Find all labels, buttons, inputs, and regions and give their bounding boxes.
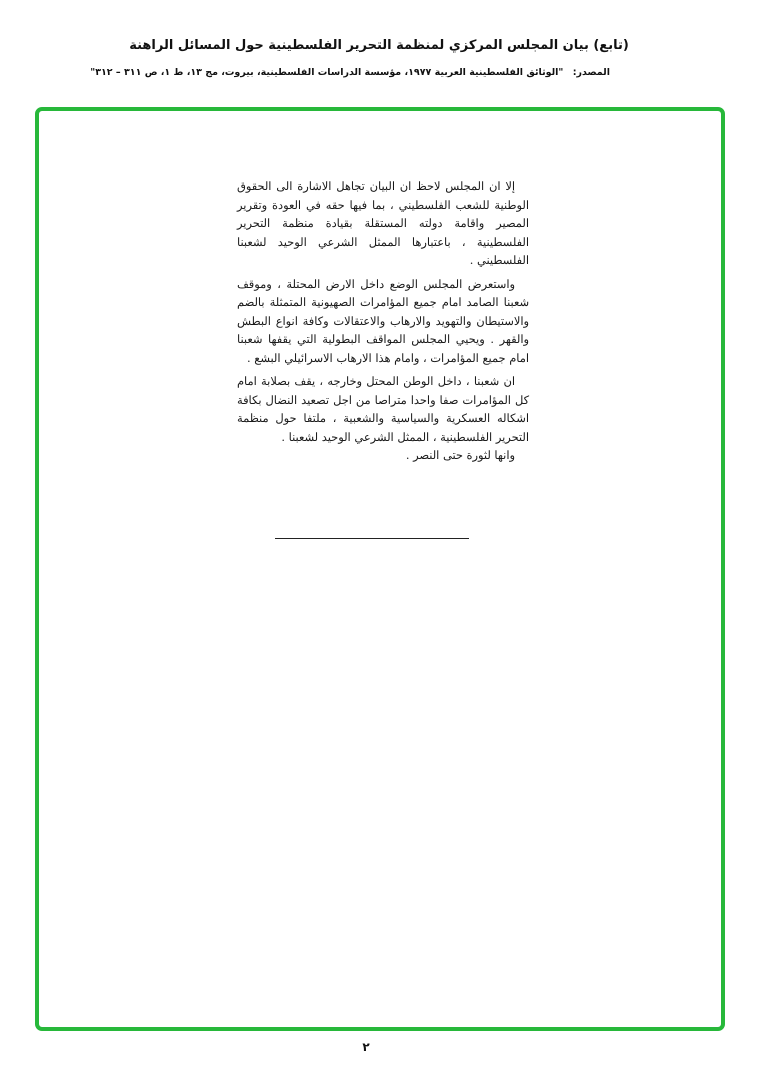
- page-title: (تابع) بيان المجلس المركزي لمنظمة التحرير الفلسطينية حول المسائل الراهنة: [129, 38, 629, 53]
- source-citation: [20, 64, 610, 82]
- content-frame: [35, 107, 725, 1031]
- source-text: "الوثائق الفلسطينية العربية ١٩٧٧، مؤسسة الدراسات الفلسطينية، بيروت، مج ١٣، ط ١، ص ٣١١ – ٣١٢": [90, 67, 564, 78]
- document-body: [237, 177, 529, 470]
- paragraph-1: إلا ان المجلس لاحظ ان البيان تجاهل الاشارة الى الحقوق الوطنية للشعب الفلسطيني ، بما فيها حقه في العودة وتقرير المصير واقامة دولته المستقلة بقيادة منظمة التحرير الفلسطينية ، باعتبارها الممثل الشرعي الوحيد لشعبنا الفلسطيني .: [237, 179, 529, 267]
- end-divider: [275, 538, 469, 539]
- paragraph-2: واستعرض المجلس الوضع داخل الارض المحتلة ، وموقف شعبنا الصامد امام جميع المؤامرات الصهيونية المتمثلة بالضم والاستيطان والتهويد والارهاب والاعتقالات وكافة انواع البطش والقهر . ويحيي المجلس المواقف البطولية التي يقفها شعبنا امام جميع المؤامرات ، وامام هذا الارهاب الاسرائيلي البشع .: [237, 276, 529, 365]
- closing-line: وانها لثورة حتى النصر .: [405, 448, 515, 462]
- source-label: المصدر:: [572, 67, 610, 78]
- paragraph-3: ان شعبنا ، داخل الوطن المحتل وخارجه ، يقف بصلابة امام كل المؤامرات صفا واحدا متراصا من اجل تصعيد النضال بكافة اشكاله العسكرية والسياسية والشعبية ، ملتفا حول منظمة التحرير الفلسطينية ، الممثل الشرعي الوحيد لشعبنا .: [237, 374, 529, 444]
- page-number: ٢: [362, 1040, 370, 1054]
